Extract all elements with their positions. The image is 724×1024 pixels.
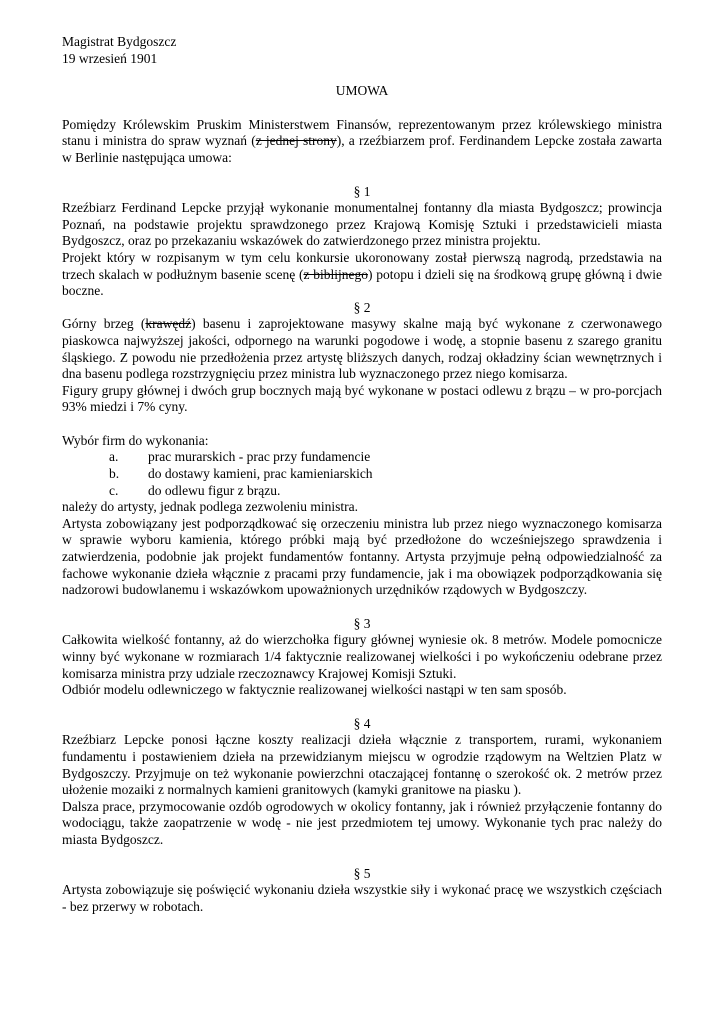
section-2-paragraph: Górny brzeg (krawędź) basenu i zaprojektowane masywy skalne mają być wykonane z czerwonawego piaskowca najwyższej jakości, odpornego na warunki pogodowe i wodę, a stopnie basenu z szarego granitu śląskiego. Z powodu nie przedłożenia przez artystę bliższych danych, rodzaj okładziny ścian wewnętrznych i dna basenu podlega rozstrzygnięciu przez ministra lub wyznaczonego przez niego komisarza.: [62, 316, 662, 382]
section-4-paragraph: Rzeźbiarz Lepcke ponosi łączne koszty realizacji dzieła włącznie z transportem, rurami, wykonaniem fundamentu i postawieniem dzieła na przewidzianym miejscu w ogrodzie rządowym na Weltzien Platz w Bydgoszczy. Przyjmuje on też wykonanie powierzchni otaczającej fontannę o szerokość ok. 2 metrów przez ułożenie mozaiki z normalnych kamieni granitowych (kamyki granitowe na piasku ).: [62, 732, 662, 798]
document-title: UMOWA: [335, 83, 389, 99]
firms-intro: Wybór firm do wykonania:: [62, 432, 209, 448]
section-2-paragraph: Figury grupy głównej i dwóch grup bocznych mają być wykonane w postaci odlewu z brązu – w pro-porcjach 93% miedzi i 7% cyny.: [62, 382, 662, 415]
section-2-paragraph: należy do artysty, jednak podlega zezwoleniu ministra.: [62, 499, 359, 515]
list-item: b. do dostawy kamieni, prac kamieniarskich: [109, 466, 373, 482]
section-heading-2: § 2: [353, 299, 371, 315]
list-item: c. do odlewu figur z brązu.: [109, 482, 281, 498]
firms-list: [62, 449, 662, 499]
section-heading-3: § 3: [353, 615, 371, 631]
header-date: 19 wrzesień 1901: [62, 50, 158, 66]
section-3-paragraph: Całkowita wielkość fontanny, aż do wierzchołka figury głównej wyniesie ok. 8 metrów. Modele pomocnicze winny być wykonane w rozmiarach 1/4 faktycznie realizowanej wielkości i po wykończeniu odebrane przez komisarza ministra przy udziale rzeczoznawcy Krajowej Komisji Sztuki.: [62, 632, 662, 681]
document-page: [62, 34, 662, 915]
struck-text: z biblijnego: [303, 266, 368, 282]
section-heading-5: § 5: [353, 865, 371, 881]
section-5-paragraph: Artysta zobowiązuje się poświęcić wykonaniu dzieła wszystkie siły i wykonać pracę we wszystkich częściach - bez przerwy w robotach.: [62, 882, 662, 914]
struck-text: krawędź: [145, 316, 192, 332]
struck-text: z jednej strony: [255, 133, 337, 149]
section-3-paragraph: Odbiór modelu odlewniczego w faktycznie realizowanej wielkości nastąpi w ten sam sposób.: [62, 682, 567, 698]
section-1-paragraph: Projekt który w rozpisanym w tym celu konkursie ukoronowany został pierwszą nagrodą, przedstawia na trzech skalach w podłużnym basenie scenę (z biblijnego) potopu i dzieli się na środkową grupę główną i dwie boczne.: [62, 249, 662, 299]
header-institution: Magistrat Bydgoszcz: [62, 34, 177, 49]
section-heading-4: § 4: [353, 715, 371, 731]
list-item: a. prac murarskich - prac przy fundamencie: [109, 449, 371, 465]
section-4-paragraph: Dalsza prace, przymocowanie ozdób ogrodowych w okolicy fontanny, jak i również przyłączenie fontanny do wodociągu, także zaopatrzenie w wodę - nie jest przedmiotem tej umowy. Wykonanie tych prac należy do miasta Bydgoszcz.: [62, 798, 662, 847]
section-1-paragraph: Rzeźbiarz Ferdinand Lepcke przyjął wykonanie monumentalnej fontanny dla miasta Bydgoszcz; prowincja Poznań, na podstawie projektu sprawdzonego przez Krajową Komisję Sztuki i przedstawicieli miasta Bydgoszcz, oraz po przekazaniu wskazówek do zatwierdzonego przez ministra projektu.: [62, 200, 662, 249]
intro-paragraph: Pomiędzy Królewskim Pruskim Ministerstwem Finansów, reprezentowanym przez królewskiego ministra stanu i ministra do spraw wyznań (z jednej strony), a rzeźbiarzem prof. Ferdinandem Lepcke została zawarta w Berlinie następująca umowa:: [62, 116, 662, 165]
section-heading-1: § 1: [353, 183, 371, 199]
section-2-paragraph: Artysta zobowiązany jest podporządkować się orzeczeniu ministra lub przez niego wyznaczonego komisarza w sprawie wyboru kamienia, którego próbki mają być przedłożone do wcześniejszego sprawdzenia i zatwierdzenia, podobnie jak projekt fundamentów fontanny. Artysta przyjmuje pełną odpowiedzialność za fachowe wykonanie dzieła włącznie z pracami przy fundamencie, jak i ma obowiązek podporządkowania się nadzorowi budowlanemu i wskazówkom upoważnionych urzędników rządowych w Bydgoszczy.: [62, 515, 662, 598]
